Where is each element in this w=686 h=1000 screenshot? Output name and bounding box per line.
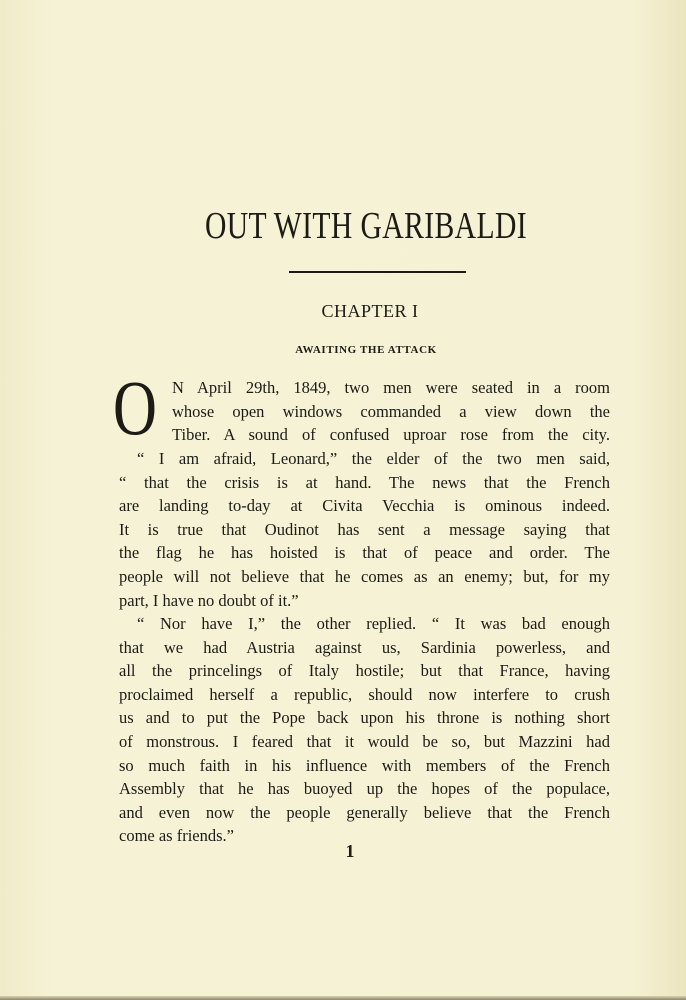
text-line: “ I am afraid, Leonard,” the elder of the two men said, xyxy=(137,449,610,468)
text-line: come as friends.” xyxy=(119,826,234,846)
text-line: “ Nor have I,” the other replied. “ It was bad enough xyxy=(137,614,610,633)
text-line: whose open windows commanded a view down the xyxy=(172,401,610,421)
page-bottom-edge xyxy=(0,996,686,1000)
text-line: people will not believe that he comes as an enemy; but, for my xyxy=(119,566,610,586)
text-line: the flag he has hoisted is that of peace and order. The xyxy=(119,543,610,563)
text-line: us and to put the Pope back upon his throne is nothing short xyxy=(119,708,610,728)
book-title: OUT WITH GARIBALDI xyxy=(204,205,528,247)
title-rule xyxy=(289,271,466,273)
paragraph-1 xyxy=(119,376,610,447)
page-number: 1 xyxy=(345,841,355,861)
paragraph-3 xyxy=(119,612,610,848)
text-line: of monstrous. I feared that it would be so, but Mazzini had xyxy=(119,731,610,751)
text-line: all the princelings of Italy hostile; but that France, having xyxy=(119,661,610,681)
text-line: “ that the crisis is at hand. The news that the French xyxy=(119,472,610,492)
text-line: Assembly that he has buoyed up the hopes of the populace, xyxy=(119,779,610,799)
text-line: that we had Austria against us, Sardinia powerless, and xyxy=(119,637,610,657)
text-line: Tiber. A sound of confused uproar rose from the city. xyxy=(172,425,610,445)
text-line: It is true that Oudinot has sent a message saying that xyxy=(119,519,610,539)
text-line: proclaimed herself a republic, should now interfere to crush xyxy=(119,684,610,704)
text-line: are landing to-day at Civita Vecchia is ominous indeed. xyxy=(119,496,610,516)
text-line: N April 29th, 1849, two men were seated in a room xyxy=(172,378,610,397)
text-line: so much faith in his influence with members of the French xyxy=(119,755,610,775)
paragraph-2 xyxy=(119,447,610,612)
chapter-subtitle: AWAITING THE ATTACK xyxy=(295,344,437,356)
text-line: part, I have no doubt of it.” xyxy=(119,590,299,610)
text-line: and even now the people generally believe that the French xyxy=(119,802,610,822)
chapter-heading: CHAPTER I xyxy=(321,301,419,321)
drop-cap: O xyxy=(113,364,157,451)
